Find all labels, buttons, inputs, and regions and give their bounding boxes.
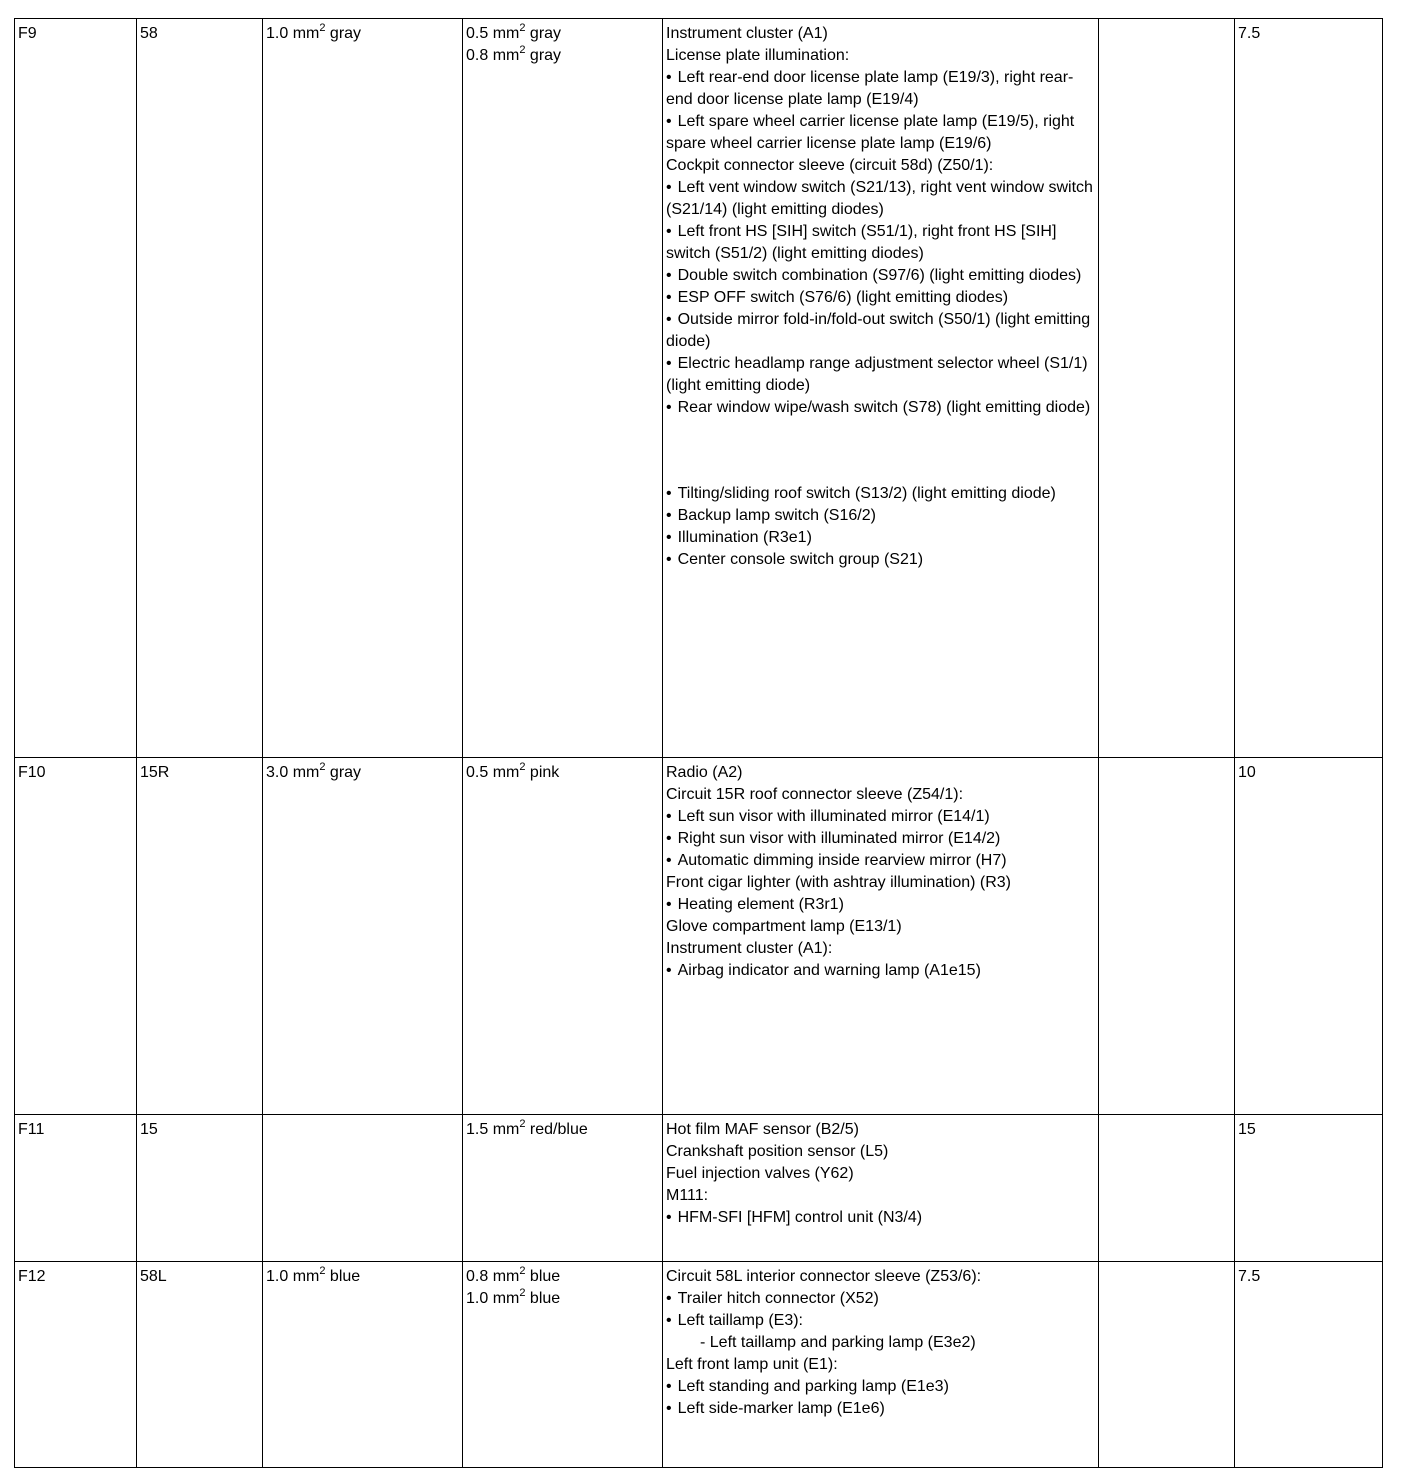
empty-cell (1099, 1262, 1235, 1468)
load-item: • Left side-marker lamp (E1e6) (666, 1398, 1095, 1420)
wire-in-cell (263, 1262, 463, 1468)
circuit-number: 58L (140, 1268, 167, 1285)
loads-cell (663, 758, 1099, 1115)
blank-gap (666, 419, 1095, 483)
load-item: License plate illumination: (666, 47, 850, 64)
wire-in: 3.0 $mm^2$ gray (266, 761, 362, 781)
load-item: Instrument cluster (A1): (666, 940, 833, 957)
circuit-cell (137, 1115, 263, 1262)
load-item: • ESP OFF switch (S76/6) (light emitting diodes) (666, 287, 1095, 309)
load-item: • Backup lamp switch (S16/2) (666, 505, 1095, 527)
wire-out-cell (463, 758, 663, 1115)
fuse-number: F9 (18, 25, 37, 42)
fuse-number: F10 (18, 764, 46, 781)
wire-out: 0.8 $mm^2$ gray (466, 44, 562, 64)
empty-cell (1099, 758, 1235, 1115)
load-item: Crankshaft position sensor (L5) (666, 1143, 889, 1160)
wire-out-cell (463, 1115, 663, 1262)
load-item: • Outside mirror fold-in/fold-out switch (S50/1) (light emitting diode) (666, 309, 1095, 353)
load-item: Cockpit connector sleeve (circuit 58d) (Z50/1): (666, 157, 994, 174)
load-item: Circuit 58L interior connector sleeve (Z53/6): (666, 1268, 982, 1285)
circuit-cell (137, 1262, 263, 1468)
load-item: • Airbag indicator and warning lamp (A1e15) (666, 960, 1095, 982)
load-item: • Right sun visor with illuminated mirror (E14/2) (666, 828, 1095, 850)
rating-cell (1235, 1115, 1383, 1262)
load-item: • Double switch combination (S97/6) (light emitting diodes) (666, 265, 1095, 287)
empty-cell (1099, 1115, 1235, 1262)
load-item: • Trailer hitch connector (X52) (666, 1288, 1095, 1310)
rating-cell (1235, 1262, 1383, 1468)
wire-out: 1.0 $mm^2$ blue (466, 1287, 561, 1307)
load-item: • Electric headlamp range adjustment selector wheel (S1/1) (light emitting diode) (666, 353, 1095, 397)
load-item: • Left spare wheel carrier license plate lamp (E19/5), right spare wheel carrier license plate lamp (E19/6) (666, 111, 1095, 155)
fuse-rating: 10 (1238, 764, 1256, 781)
table-row (15, 1115, 1383, 1262)
wire-out: 1.5 $mm^2$ red/blue (466, 1118, 588, 1138)
load-item: • Left rear-end door license plate lamp (E19/3), right rear-end door license plate lamp (E19/4) (666, 67, 1095, 111)
fuse-rating: 7.5 (1238, 1268, 1261, 1285)
fuse-number: F11 (18, 1121, 45, 1138)
table-row (15, 19, 1383, 758)
rating-cell (1235, 19, 1383, 758)
wire-out: 0.8 $mm^2$ blue (466, 1265, 561, 1285)
load-item: • Left front HS [SIH] switch (S51/1), right front HS [SIH] switch (S51/2) (light emitting diodes) (666, 221, 1095, 265)
wire-in: 1.0 $mm^2$ blue (266, 1265, 361, 1285)
fuse-assignment-table (14, 18, 1383, 1468)
empty-cell (1099, 19, 1235, 758)
wire-in-cell (263, 758, 463, 1115)
load-item: Glove compartment lamp (E13/1) (666, 918, 902, 935)
load-item: Hot film MAF sensor (B2/5) (666, 1121, 859, 1138)
load-item: • Center console switch group (S21) (666, 549, 1095, 571)
fuse-number: F12 (18, 1268, 46, 1285)
circuit-cell (137, 758, 263, 1115)
fuse-rating: 15 (1238, 1121, 1256, 1138)
loads-cell (663, 1115, 1099, 1262)
load-item: M111: (666, 1187, 709, 1204)
load-item: Left front lamp unit (E1): (666, 1356, 838, 1373)
load-item: • Left standing and parking lamp (E1e3) (666, 1376, 1095, 1398)
load-item: • Left sun visor with illuminated mirror (E14/1) (666, 806, 1095, 828)
wire-in-cell (263, 1115, 463, 1262)
table-row (15, 758, 1383, 1115)
fuse-rating: 7.5 (1238, 25, 1261, 42)
wire-out: 0.5 $mm^2$ gray (466, 22, 562, 42)
load-item: Circuit 15R roof connector sleeve (Z54/1): (666, 786, 964, 803)
circuit-cell (137, 19, 263, 758)
wire-in: 1.0 $mm^2$ gray (266, 22, 362, 42)
load-item: Front cigar lighter (with ashtray illumination) (R3) (666, 874, 1011, 891)
load-item: • Left vent window switch (S21/13), right vent window switch (S21/14) (light emitting diodes) (666, 177, 1095, 221)
load-item: Instrument cluster (A1) (666, 25, 828, 42)
table-row (15, 1262, 1383, 1468)
circuit-number: 15 (140, 1121, 158, 1138)
circuit-number: 58 (140, 25, 158, 42)
wire-out-cell (463, 1262, 663, 1468)
fuse-cell (15, 758, 137, 1115)
load-item: • Tilting/sliding roof switch (S13/2) (light emitting diode) (666, 483, 1095, 505)
fuse-cell (15, 19, 137, 758)
load-item: • Left taillamp (E3): (666, 1310, 1095, 1332)
wire-out: 0.5 $mm^2$ pink (466, 761, 560, 781)
fuse-cell (15, 1262, 137, 1468)
wire-out-cell (463, 19, 663, 758)
load-item: • Heating element (R3r1) (666, 894, 1095, 916)
fuse-cell (15, 1115, 137, 1262)
load-item: • Illumination (R3e1) (666, 527, 1095, 549)
load-item: Radio (A2) (666, 764, 743, 781)
loads-cell (663, 19, 1099, 758)
loads-cell (663, 1262, 1099, 1468)
circuit-number: 15R (140, 764, 170, 781)
load-item: • Automatic dimming inside rearview mirror (H7) (666, 850, 1095, 872)
wire-in-cell (263, 19, 463, 758)
load-item: - Left taillamp and parking lamp (E3e2) (700, 1334, 976, 1351)
load-item: Fuel injection valves (Y62) (666, 1165, 854, 1182)
load-item: • Rear window wipe/wash switch (S78) (light emitting diode) (666, 397, 1095, 419)
load-item: • HFM-SFI [HFM] control unit (N3/4) (666, 1207, 1095, 1229)
rating-cell (1235, 758, 1383, 1115)
